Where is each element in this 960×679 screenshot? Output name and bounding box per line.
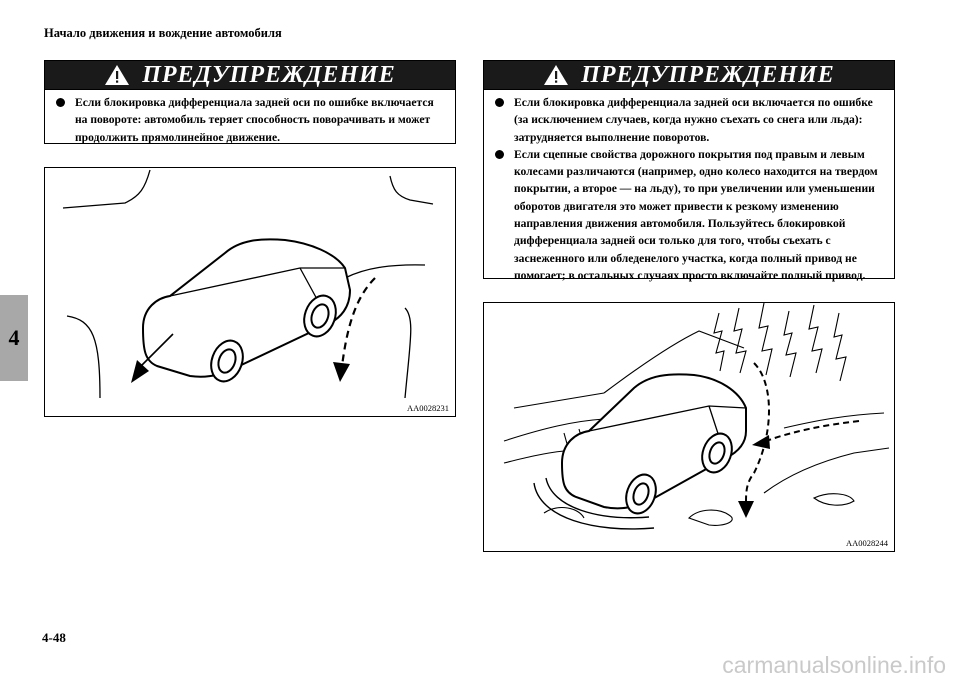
warning-body [484,90,894,288]
warning-item: Если блокировка дифференциала задней оси по ошибке включается на повороте: автомобиль теряет способность поворачивать и может продолжить прямолинейное движение. [53,94,447,146]
bullet-icon [495,150,504,159]
warning-item: Если сцепные свойства дорожного покрытия под правым и левым колесами различаются (например, одно колесо находится на твердом покрытии, а второе — на льду), то при увеличении или уменьшении оборотов двигателя это может привести к резкому изменению направления движения автомобиля. Пользуйтесь блокировкой дифференциала задней оси только для того, чтобы съехать с заснеженного или обледенелого участка, когда полный привод не помогает; в остальных случаях просто включайте полный привод. [492,146,886,284]
car-straight-illustration [45,168,455,416]
figure-code: AA0028231 [406,403,449,413]
warning-triangle-icon [543,64,569,86]
arrow-left-icon [752,435,770,449]
watermark-text: carmanualsonline.info [722,652,946,678]
car-snow-road-illustration [484,303,894,551]
car-icon [143,239,350,386]
arrow-straight-icon [131,360,149,383]
warning-title: ПРЕДУПРЕЖДЕНИЕ [581,61,835,88]
figure-right [483,302,895,552]
arrow-down-icon [738,501,754,518]
chapter-tab[interactable] [0,295,28,381]
arrow-curve-icon [333,362,350,382]
warning-banner [484,61,894,90]
figure-code: AA0028244 [845,538,888,548]
bullet-icon [495,98,504,107]
warning-item: Если блокировка дифференциала задней оси включается по ошибке (за исключением случаев, когда нужно съехать со снега или льда): затрудняется выполнение поворотов. [492,94,886,146]
warning-banner [45,61,455,90]
warning-box-left [44,60,456,144]
page-number: 4-48 [42,630,66,645]
page-header-title: Начало движения и вождение автомобиля [44,26,282,40]
chapter-number: 4 [8,325,20,350]
figure-left [44,167,456,417]
warning-box-right [483,60,895,282]
warning-title: ПРЕДУПРЕЖДЕНИЕ [142,61,396,88]
warning-body [45,90,455,150]
bullet-icon [56,98,65,107]
warning-triangle-icon [104,64,130,86]
